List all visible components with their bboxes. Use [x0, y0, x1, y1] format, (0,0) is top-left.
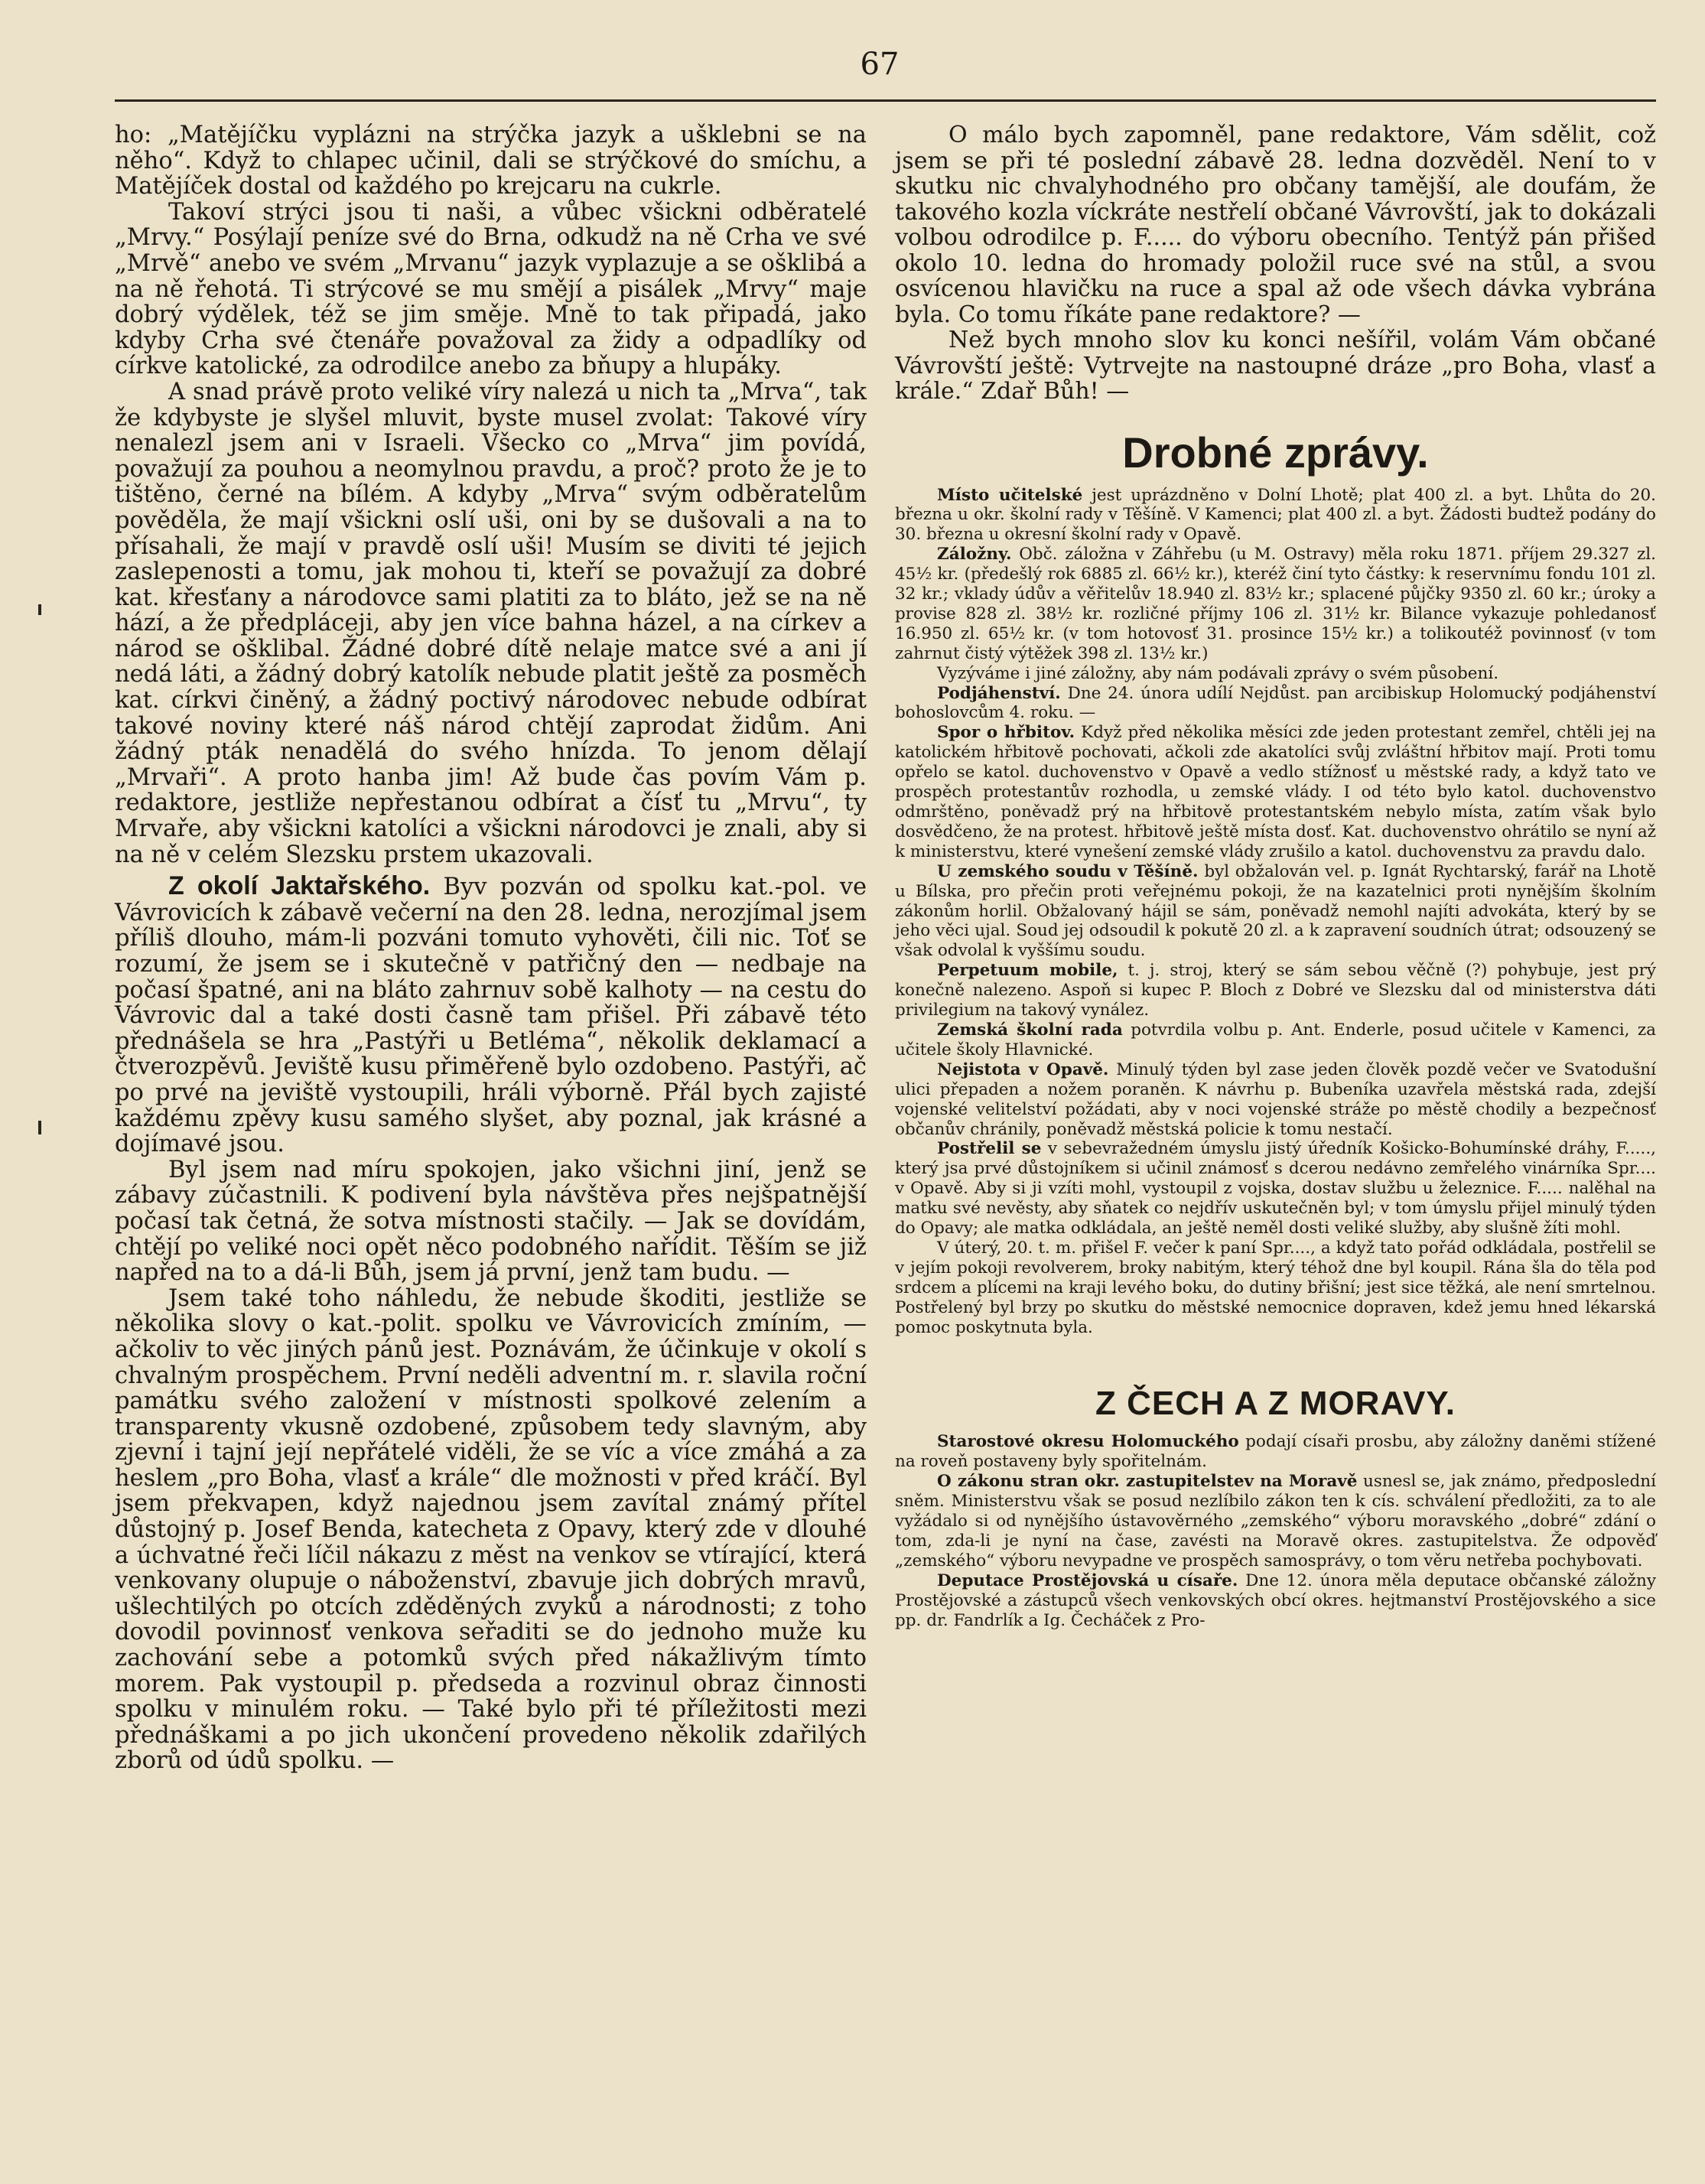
header-rule — [115, 99, 1656, 102]
news-item — [895, 1472, 1656, 1571]
news-lead: U zemského soudu v Těšíně. — [937, 861, 1199, 881]
news-lead: Spor o hřbitov. — [937, 723, 1075, 743]
paragraph: Takoví strýci jsou ti naši, a vůbec všickni odběratelé „Mrvy.“ Posýlají peníze své do Brna, odkudž na ně Crha ve své „Mrvě“ anebo ve svém „Mrvanu“ jazyk vyplazuje a se ošklibá a na ně řehotá. Ti strýcové se mu smějí a pisálek „Mrvy“ maje dobrý výdělek, též se jim směje. Mně to tak připadá, jako kdyby Crha své čtenáře považoval za židy a odpadlíky od církve katolické, za odrodilce anebo za bňupy a hlupáky. — [115, 198, 867, 380]
section-text: Byv pozván od spolku kat.-pol. ve Vávrovicích k zábavě večerní na den 28. ledna, nerozjímal jsem příliš dlouho, mám-li pozváni tomuto vyhověti, čili nic. Toť se rozumí, že jsem se i skutečně v patřičný den — nedbaje na počasí špatné, ani na bláto zahrnuv sobě kalhoty — na cestu do Vávrovic dal a také dosti časně tam přišel. Při zábavě této přednášela se hra „Pastýři u Betléma“, několik deklamací a čtverozpěvů. Jeviště kusu přiměřeně bylo ozdobeno. Pastýři, ač po prvé na jeviště vystoupili, hráli výborně. Přál bych zajisté každému zpěvy kusu samého slyšet, aby poznal, jak krásné a dojímavé jsou. — [115, 874, 867, 1158]
margin-mark — [38, 604, 41, 615]
news-text: podají císaři prosbu, aby záložny daněmi stížené na roveň postaveny byly spořitelnám. — [895, 1432, 1656, 1472]
news-lead: Podjáhenství. — [937, 683, 1061, 703]
paragraph: Než bych mnoho slov ku konci nešířil, volám Vám občané Vávrovští ještě: Vytrvejte na nastoupné dráze „pro Boha, vlasť a krále.“ Zdař Bůh! — — [895, 327, 1656, 405]
news-text: Když před několika měsíci zde jeden protestant zemřel, chtěli jej na katolickém hřbitově pochovati, ačkoli zde akatolíci svůj zvláštní hřbitov mají. Proti tomu opřelo se katol. duchovenstvo v Opavě a vedlo stížnosť u městské rady, a když tato ve prospěch protestantův rozhodla, u zemské vlády. I od této bylo katol. duchovenstvo odmrštěno, poněvadž prý na hřbitově protestantském nebylo místa, zatím však bylo dosvědčeno, že na protest. hřbitově ještě místa dosť. Kat. duchovenstvo ohrátilo se nyní až k ministerstvu, které vynešení zemské vlády zrušilo a katol. duchovenstvu za pravdu dalo. — [895, 723, 1656, 861]
section-paragraph — [115, 871, 867, 1158]
paragraph: Byl jsem nad míru spokojen, jako všichni jiní, jenž se zábavy zúčastnili. K podivení byla návštěva přes nejšpatnější počasí tak četná, že sotva místnosti stačily. — Jak se dovídám, chtějí po veliké noci opět něco podobného nařídit. Těším se již napřed na to a dá-li Bůh, jsem já první, jenž tam budu. — — [115, 1156, 867, 1287]
news-item — [895, 1060, 1656, 1140]
news-lead: Postřelil se — [937, 1139, 1042, 1159]
margin-mark — [38, 1121, 41, 1134]
news-lead: O zákonu stran okr. zastupitelstev na Moravě — [937, 1472, 1358, 1492]
news-text: jest uprázdněno v Dolní Lhotě; plat 400 zl. a byt. Lhůta do 20. března u okr. školní rady v Těšíně. V Kamenci; plat 400 zl. a byt. Žádosti budtež podány do 30. března u okresní školní rady v Opavě. — [895, 485, 1656, 545]
news-lead: Nejistota v Opavě. — [937, 1059, 1109, 1079]
news-item — [895, 684, 1656, 724]
news-text: v sebevražedném úmyslu jistý úředník Košicko-Bohumínské dráhy, F....., který jsa prvé důstojníkem si učinil známosť s dcerou nedávno zemřelého vinárníka Spr.... v Opavě. Aby si ji vzíti mohl, vystoupil z vojska, dostav službu u železnice. F..... nalěhal na matku své nevěsty, aby sňatek co nejdřív uskutečněn byl; v tom úmyslu přijel minulý týden do Opavy; ale matka odkládala, an ještě neměl dosti veliké služby, aby slušně žíti mohl. — [895, 1139, 1656, 1238]
news-lead: Záložny. — [937, 545, 1012, 565]
paragraph: ho: „Matějíčku vyplázni na strýčka jazyk a ušklebni se na něho“. Když to chlapec učinil, dali se strýčkové do smíchu, a Matějíček dostal od každého po krejcaru na cukrle. — [115, 122, 867, 200]
news-lead: Zemská školní rada — [937, 1020, 1123, 1040]
news-item — [895, 961, 1656, 1020]
news-item — [895, 486, 1656, 545]
news-text: Vyzýváme i jiné záložny, aby nám podávali zprávy o svém působení. — [937, 663, 1499, 683]
news-text: Obč. záložna v Záhřebu (u M. Ostravy) měla roku 1871. příjem 29.327 zl. 45½ kr. (předešlý rok 6885 zl. 66½ kr.), kteréž činí tyto částky: k reservnímu fondu 101 zl. 32 kr.; vklady údův a věřitelův 18.940 zl. 83½ kr.; splacené půjčky 9350 zl. 60 kr.; úroky a provise 828 zl. 38½ kr. rozličné příjmy 106 zl. 31½ kr. Bilance vykazuje pohledanosť 16.950 zl. 65½ kr. (v tom hotovosť 31. prosince 15½ kr.) a tolikoutéž povinnosť (v tom zahrnut čistý výtěžek 398 zl. 13½ kr.) — [895, 545, 1656, 663]
news-lead: Místo učitelské — [937, 485, 1083, 505]
news-text: usnesl se, jak známo, předposlední sněm. Ministerstvu však se posud nezlíbilo zákon ten k cís. schválení předložiti, za to ale vyžádalo si od nynějšího ústavověrného „zemského“ výboru moravského „dobré“ zdání o tom, zda-li je nyní na čase, zavésti na Moravě okres. zastupitelstva. Že odpověď „zemského“ výboru nevypadne ve prospěch samosprávy, o tom věru netřeba pochybovati. — [895, 1472, 1656, 1570]
section-title: Z ČECH A Z MORAVY. — [1095, 1385, 1456, 1423]
news-item — [895, 545, 1656, 663]
paragraph: O málo bych zapomněl, pane redaktore, Vám sdělit, což jsem se při té poslední zábavě 28. ledna dozvěděl. Není to v skutku nic chvalyhodného pro občany tamější, ale doufám, že takového kozla víckráte nestřelí občané Vávrovští, jak to dokázali volbou odrodilce p. F..... do výboru obecního. Tentýž pán přišed okolo 10. ledna do hromady položil ruce své na stůl, a svou osvícenou hlavičku na ruce a spal až ode všech dávka vybrána byla. Co tomu říkáte pane redaktore? — — [895, 122, 1656, 328]
news-lead: Starostové okresu Holomuckého — [937, 1432, 1239, 1452]
news-item — [895, 1571, 1656, 1631]
news-text: Minulý týden byl zase jeden člověk pozdě večer ve Svatodušní ulici přepaden a nožem poraněn. K návrhu p. Bubeníka uzavřela městská rada, zdejší vojenské velitelství požádati, aby v noci vojenské stráže po městě chodily a bezpečnosť občanův chránily, poněvadž městská policie k tomu nestačí. — [895, 1059, 1657, 1139]
news-text: t. j. stroj, který se sám sebou věčně (?) pohybuje, jest prý konečně nalezeno. Aspoň si kupec P. Bloch z Dobré ve Slezsku dal od ministerstva dáti privilegium na takový vynález. — [895, 961, 1656, 1020]
news-list — [895, 486, 1656, 1338]
news-item — [895, 1020, 1656, 1060]
news-text: byl obžalován vel. p. Ignát Rychtarský, farář na Lhotě u Bílska, pro přečin proti veřejnému pokoji, že na kazatelnici proti nynějším školním zákonům horlil. Obžalovaný hájil se sám, poněvadž nemohl najíti advokáta, který by se jeho věci ujal. Soud jej odsoudil k pokutě 20 zl. a k zapravení soudních útrat; odsouzený se však odvolal k vyššímu soudu. — [895, 861, 1656, 961]
news-item — [895, 723, 1656, 861]
page-number: 67 — [860, 47, 900, 82]
section-heading: Z okolí Jaktařského. — [168, 871, 431, 901]
section-title: Drobné zprávy. — [1122, 428, 1429, 477]
news-text: Dne 24. února udílí Nejdůst. pan arcibiskup Holomucký podjáhenství bohoslovcům 4. roku. — — [895, 683, 1656, 723]
news-lead: Deputace Prostějovská u císaře. — [937, 1570, 1238, 1590]
news-item — [895, 664, 1656, 684]
news-text: V úterý, 20. t. m. přišel F. večer k paní Spr...., a když tato pořád odkládala, postřelil se v jejím pokoji revolverem, broky nabitým, který téhož dne byl koupil. Rána šla do těla pod srdcem a plícemi na kraji levého boku, do dutiny břišní; jest sice těžká, ale není smrtelnou. Postřelený byl brzy po skutku do městské nemocnice dopraven, kdež jemu hned lékarská pomoc poskytnuta byla. — [895, 1238, 1656, 1337]
news-list — [895, 1432, 1656, 1630]
news-text: potvrdila volbu p. Ant. Enderle, posud učitele v Kamenci, za učitele školy Hlavnické. — [895, 1020, 1657, 1059]
left-column — [115, 122, 867, 1774]
news-text: Dne 12. února měla deputace občanské záložny Prostějovské a zástupců všech venkovských obcí okres. hejtmanství Prostějovského a sice pp. dr. Fandrlík a Ig. Čecháček z Pro- — [895, 1570, 1656, 1630]
news-item — [895, 862, 1656, 962]
right-column — [895, 122, 1656, 1631]
news-item — [895, 1238, 1656, 1338]
news-item — [895, 1139, 1656, 1238]
news-item — [895, 1432, 1656, 1472]
paragraph: Jsem také toho náhledu, že nebude škoditi, jestliže se několika slovy o kat.-polit. spolku ve Vávrovicích zmíním, — ačkoliv to věc jiných pánů jest. Poznávám, že účinkuje v okolí s chvalným prospěchem. První neděli adventní m. r. slavila roční památku svého založení v místnosti spolkové zelením a transparenty vkusně ozdobené, způsobem tedy slavným, aby zjevní i tajní její nepřátelé viděli, že se víc a více zmáhá a za heslem „pro Boha, vlasť a krále“ dle možnosti v před kráčí. Byl jsem překvapen, když najednou jsem zavítal známý přítel důstojný p. Josef Benda, katecheta z Opavy, který zde v dlouhé a úchvatné řeči líčil nákazu z měst na venkov se vtírající, která venkovany olupuje o náboženství, zbavuje jich dobrých mravů, ušlechtilých po otcích zděděných zvyků a národnosti; z toho dovodil povinnosť venkova seřaditi se do jednoho muže ku zachování sebe a potomků svých před nákažlivým tímto morem. Pak vystoupil p. předseda a rozvinul obraz činnosti spolku v minulém roku. — Také bylo při té příležitosti mezi přednáškami a po jich ukončení provedeno několik zdařilých zborů od údů spolku. — — [115, 1284, 867, 1775]
paragraph: A snad právě proto veliké víry nalezá u nich ta „Mrva“, tak že kdybyste je slyšel mluvit, byste musel zvolat: Takové víry nenalezl jsem ani v Israeli. Všecko co „Mrva“ jim povídá, považují za pouhou a neomylnou pravdu, a proč? proto že je to tištěno, černé na bílém. A kdyby „Mrva“ svým odběratelům pověděla, že mají všickni oslí uši, oni by se dušovali a na to přísahali, že mají v pravdě oslí uši! Musím se diviti té jejich zaslepenosti a tomu, jak mohou ti, kteří se považují za dobré kat. křesťany a národovce sami platiti za to bláto, jež se na ně hází, a že předpláceji, aby jen více bahna házel, a na církev a národ se ošklibal. Žádné dobré dítě nelaje matce své a ani jí nedá láti, a žádný dobrý katolík nebude platit ještě za posměch kat. církvi činěný, a žádný poctivý národovec nebude odbírat takové noviny které náš národ chtějí zaprodat židům. Ani žádný pták nenadělá do svého hnízda. To jenom dělají „Mrvaři“. A proto hanba jim! Až bude čas povím Vám p. redaktore, jestliže nepřestanou odbírat a čísť tu „Mrvu“, ty Mrvaře, aby všickni katolíci a všickni národovci je znali, aby si na ně v celém Slezsku prstem ukazovali. — [115, 378, 867, 868]
news-lead: Perpetuum mobile, — [937, 961, 1118, 981]
